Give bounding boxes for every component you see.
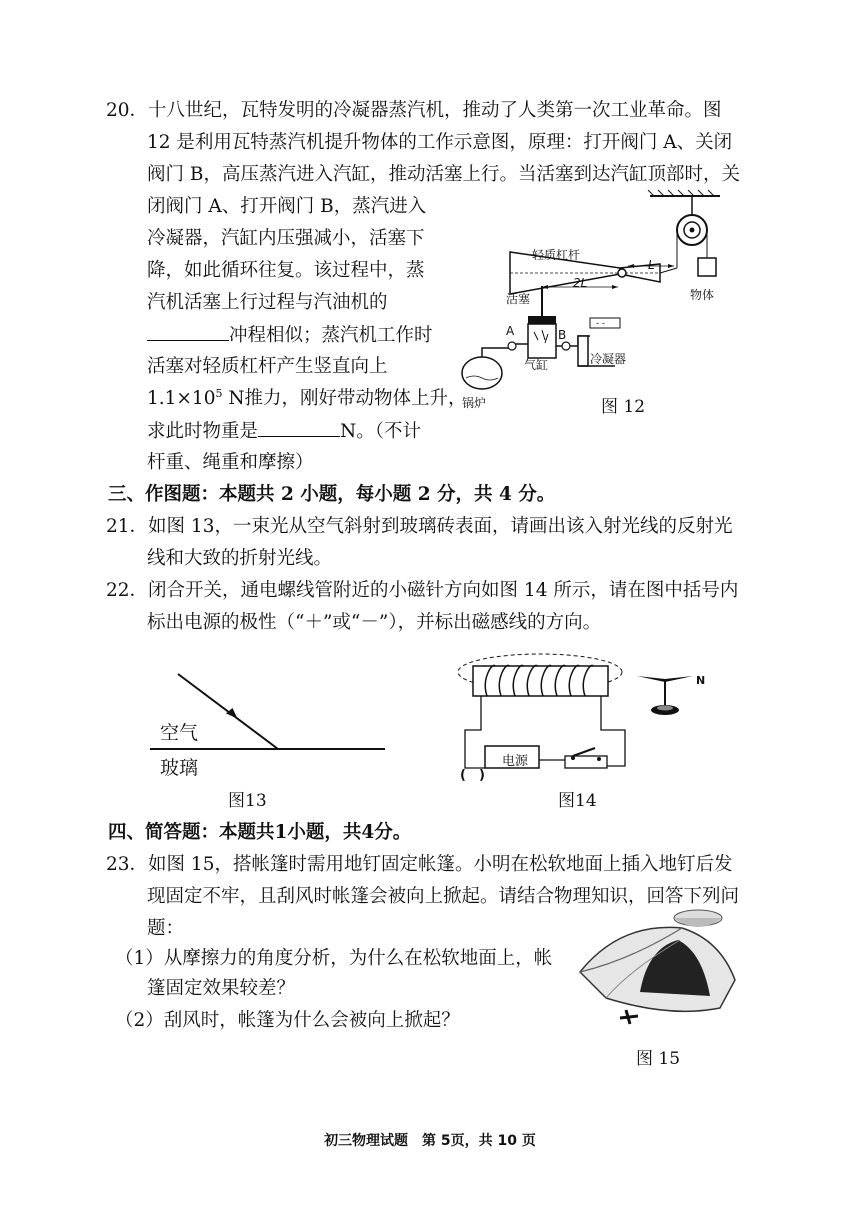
q20-line-8 — [147, 322, 433, 349]
q20-line-8-text: 冲程相似；蒸汽机工作时 — [229, 325, 433, 346]
glass-label: 玻璃 — [160, 757, 199, 779]
force-exponent: 5 — [215, 386, 223, 400]
q20-line-9: 活塞对轻质杠杆产生竖直向上 — [147, 356, 388, 377]
q20-line-5: 冷凝器，汽缸内压强减小，活塞下 — [147, 228, 425, 249]
figure-14-solenoid — [455, 648, 725, 778]
length-2l-label: 2L — [573, 276, 588, 290]
lever-label: 轻质杠杆 — [532, 248, 581, 262]
q20-line-10 — [147, 386, 467, 412]
section-4-title: 四、简答题：本题共1小题，共4分。 — [108, 822, 412, 843]
valve-b-label: B — [558, 328, 567, 342]
q23-line-2: 现固定不牢，且刮风时帐篷会被向上掀起。请结合物理知识，回答下列问 — [147, 886, 740, 907]
figure-12-caption: 图 12 — [601, 397, 646, 417]
q23-line-1: 23．如图 15，搭帐篷时需用地钉固定帐篷。小明在松软地面上插入地钉后发 — [106, 854, 733, 875]
figure-14-caption: 图14 — [558, 791, 597, 811]
q20-line-11-tail: N。（不计 — [340, 421, 421, 442]
q23-line-3: 题： — [147, 918, 185, 939]
q20-line-1: 20．十八世纪，瓦特发明的冷凝器蒸汽机，推动了人类第一次工业革命。图 — [106, 100, 722, 121]
q20-line-11-text: 求此时物重是 — [147, 421, 259, 442]
q20-line-7: 汽机活塞上行过程与汽油机的 — [147, 292, 388, 313]
q22-line-1: 22．闭合开关，通电螺线管附近的小磁针方向如图 14 所示，请在图中括号内 — [106, 580, 739, 601]
force-value: 1.1×10 — [147, 388, 216, 409]
q23-sub2: （2）刮风时，帐篷为什么会被向上掀起？ — [115, 1010, 460, 1031]
boiler-label: 锅炉 — [462, 396, 487, 410]
answer-blank-weight[interactable] — [258, 418, 340, 437]
power-source-label: 电源 — [502, 754, 529, 769]
needle-n-label: N — [696, 674, 706, 687]
figure-15-caption: 图 15 — [636, 1049, 681, 1069]
figure-15-tent — [570, 900, 750, 1040]
polarity-brackets[interactable]: ( ) — [460, 768, 485, 783]
q20-line-12: 杆重、绳重和摩擦） — [147, 452, 314, 473]
cylinder-label: 气缸 — [524, 358, 549, 372]
valve-a-label: A — [506, 324, 515, 338]
svg-text:- -: - - — [596, 319, 605, 329]
figure-12-steam-engine — [450, 190, 750, 420]
piston-label: 活塞 — [506, 292, 531, 306]
q21-line-2: 线和大致的折射光线。 — [147, 548, 333, 569]
section-3-title: 三、作图题：本题共 2 小题，每小题 2 分，共 4 分。 — [108, 484, 556, 505]
q20-line-2: 12 是利用瓦特蒸汽机提升物体的工作示意图，原理：打开阀门 A、关闭 — [147, 132, 733, 153]
q20-line-4: 闭阀门 A、打开阀门 B，蒸汽进入 — [147, 196, 427, 217]
object-label: 物体 — [690, 288, 715, 302]
q20-line-11 — [147, 418, 421, 445]
q23-sub1-line-2: 篷固定效果较差？ — [147, 978, 296, 999]
q21-line-1: 21．如图 13，一束光从空气斜射到玻璃砖表面，请画出该入射光线的反射光 — [106, 516, 733, 537]
condenser-label: 冷凝器 — [590, 352, 627, 366]
answer-blank-stroke[interactable] — [147, 322, 229, 341]
page-footer: 初三物理试题 第 5页，共 10 页 — [324, 1133, 536, 1149]
q20-line-10-text: N推力，刚好带动物体上升， — [222, 388, 467, 409]
figure-13-caption: 图13 — [228, 791, 267, 811]
q20-line-6: 降，如此循环往复。该过程中，蒸 — [147, 260, 425, 281]
air-label: 空气 — [160, 722, 199, 744]
length-l-label: L — [648, 258, 655, 272]
q20-line-3: 阀门 B，高压蒸汽进入汽缸，推动活塞上行。当活塞到达汽缸顶部时，关 — [147, 164, 740, 185]
q23-sub1-line-1: （1）从摩擦力的角度分析，为什么在松软地面上，帐 — [115, 948, 553, 969]
q22-line-2: 标出电源的极性（“＋”或“－”），并标出磁感线的方向。 — [147, 612, 602, 633]
